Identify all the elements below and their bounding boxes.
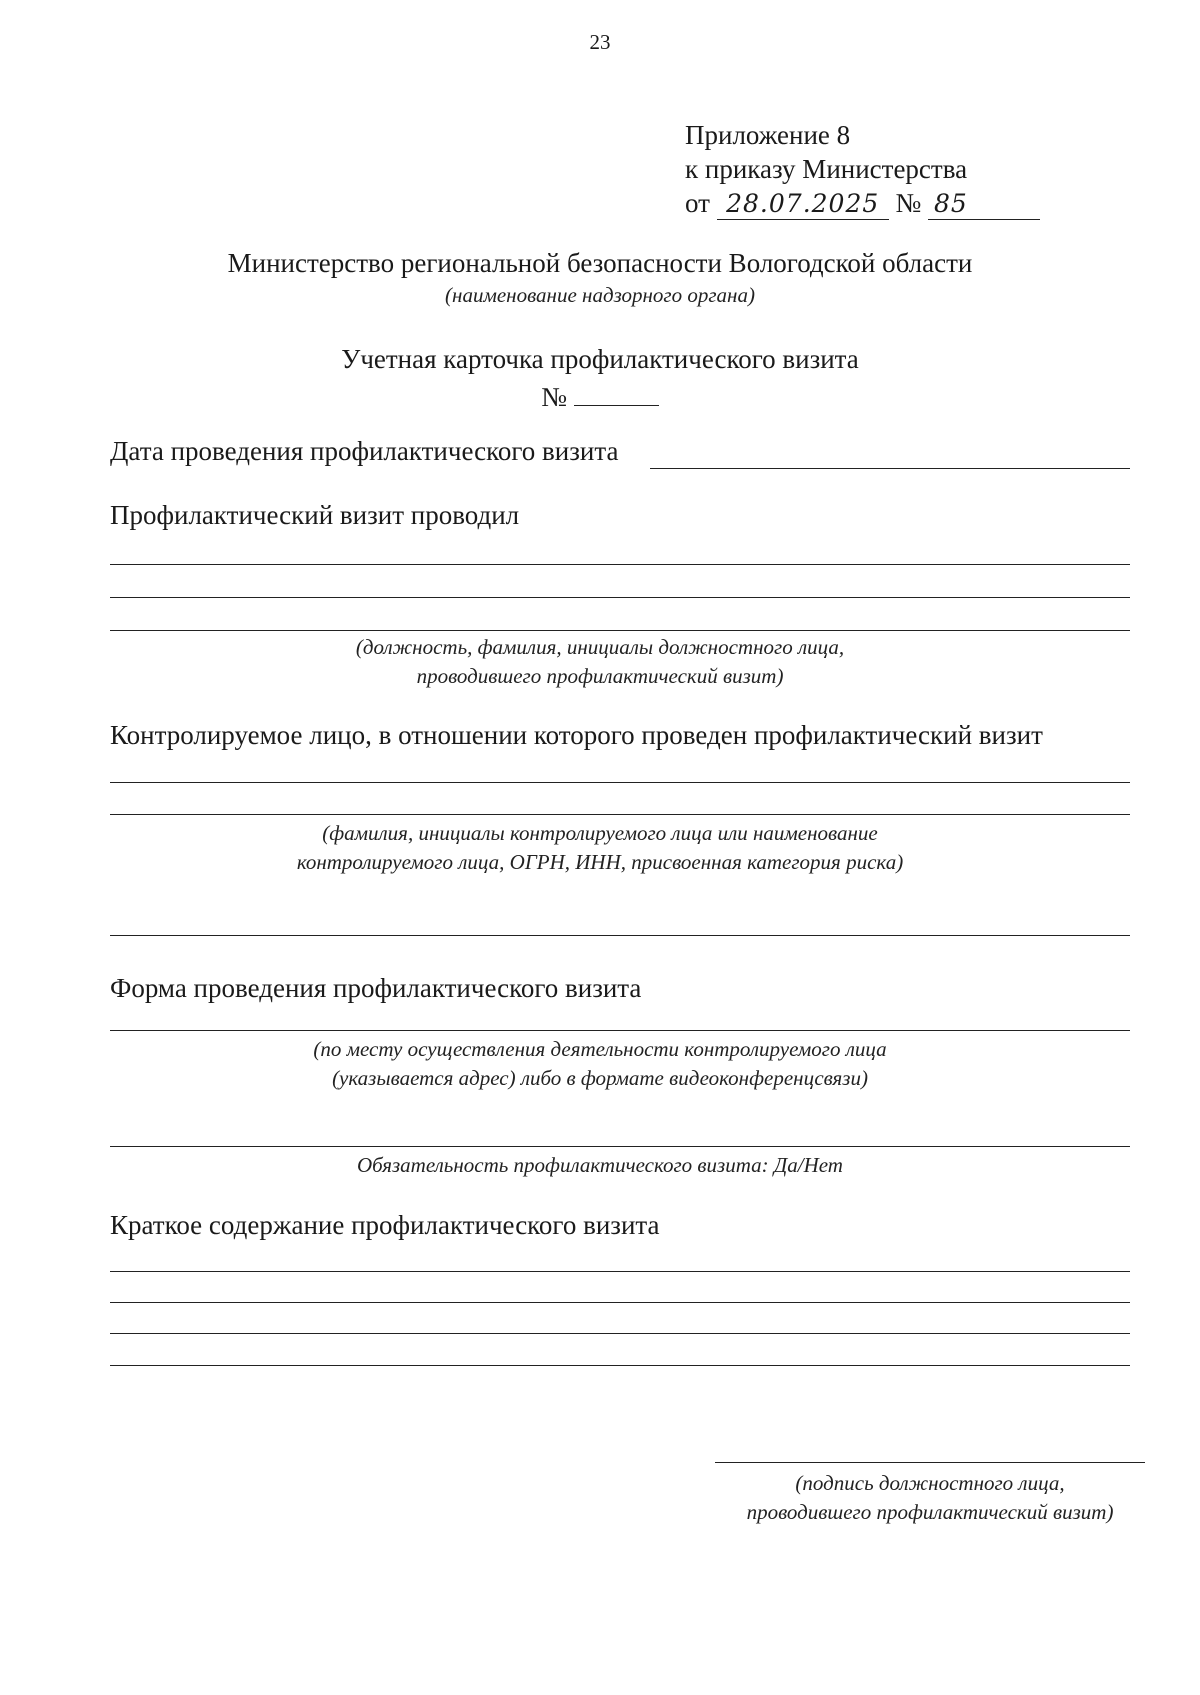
- conducted-by-field-1[interactable]: [110, 564, 1130, 565]
- signature-field[interactable]: [715, 1462, 1145, 1463]
- conducted-by-field-2[interactable]: [110, 597, 1130, 598]
- controlled-person-field-1[interactable]: [110, 782, 1130, 783]
- controlled-person-label: Контролируемое лицо, в отношении которого проведен профилактический визит: [110, 720, 1043, 750]
- mandatory-field[interactable]: [110, 1146, 1130, 1147]
- card-number-label: №: [541, 382, 567, 412]
- summary-field-1[interactable]: [110, 1271, 1130, 1272]
- number-label: №: [895, 188, 922, 218]
- from-label: от: [685, 188, 710, 218]
- agency-caption: (наименование надзорного органа): [445, 283, 755, 307]
- mandatory-caption: Обязательность профилактического визита: Да/Нет: [357, 1153, 843, 1177]
- conducted-by-label: Профилактический визит проводил: [110, 500, 520, 530]
- summary-field-3[interactable]: [110, 1333, 1130, 1334]
- controlled-person-caption-2: контролируемого лица, ОГРН, ИНН, присвоенная категория риска): [296, 850, 904, 874]
- controlled-person-field-2[interactable]: [110, 814, 1130, 815]
- card-number-field[interactable]: [574, 385, 659, 406]
- visit-form-label: Форма проведения профилактического визита: [110, 973, 642, 1003]
- agency-name: Министерство региональной безопасности Вологодской области: [227, 248, 973, 278]
- summary-field-4[interactable]: [110, 1365, 1130, 1366]
- signature-caption-1: (подпись должностного лица,: [795, 1471, 1065, 1495]
- summary-field-2[interactable]: [110, 1302, 1130, 1303]
- appendix-order-ref: к приказу Министерства: [685, 154, 968, 184]
- visit-form-field[interactable]: [110, 1030, 1130, 1031]
- summary-label: Краткое содержание профилактического визита: [110, 1210, 660, 1240]
- card-title-text: Учетная карточка профилактического визита: [341, 344, 859, 374]
- conducted-by-field-3[interactable]: [110, 630, 1130, 631]
- card-title: [0, 340, 1200, 416]
- visit-date-field[interactable]: [650, 468, 1130, 469]
- appendix-date-line: [685, 186, 1040, 220]
- handwritten-date: 28.07.2025: [717, 189, 889, 220]
- controlled-person-caption-1: (фамилия, инициалы контролируемого лица или наименование: [322, 821, 878, 845]
- visit-form-caption-2: (указывается адрес) либо в формате видеоконференцсвязи): [332, 1066, 868, 1090]
- page-number: 23: [589, 30, 611, 54]
- conducted-by-caption-1: (должность, фамилия, инициалы должностного лица,: [355, 635, 845, 659]
- controlled-person-field-3[interactable]: [110, 935, 1130, 936]
- handwritten-number: 85: [928, 189, 1040, 220]
- appendix-title: Приложение 8: [685, 120, 851, 150]
- appendix-header: [685, 118, 1040, 220]
- visit-form-caption-1: (по месту осуществления деятельности контролируемого лица: [313, 1037, 887, 1061]
- conducted-by-caption-2: проводившего профилактический визит): [416, 664, 784, 688]
- card-number-line: [0, 378, 1200, 416]
- signature-caption-2: проводившего профилактический визит): [746, 1500, 1114, 1524]
- visit-date-label: Дата проведения профилактического визита: [110, 436, 619, 466]
